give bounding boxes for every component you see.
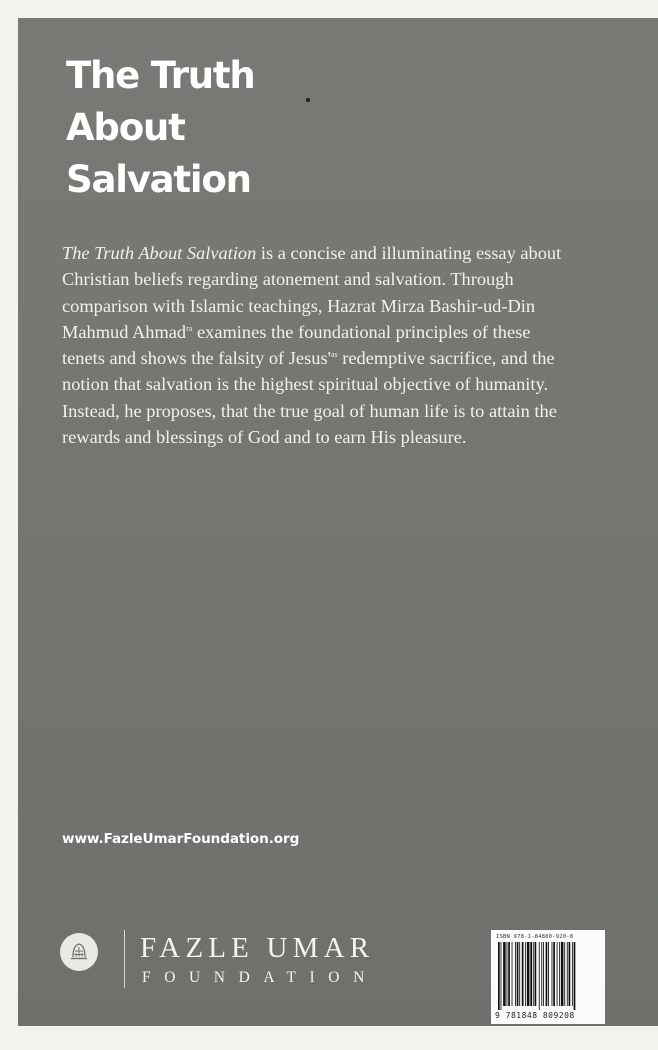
isbn-barcode: [491, 930, 605, 1024]
description-part-3: redemptive sacrifice, and the notion that salvation is the highest spiritual objective of humanity. Instead, he proposes, that the true goal of human life is to attain the rewards and blessings of God and to earn His pleasure.: [62, 348, 557, 448]
book-title: [66, 50, 255, 206]
title-line-3: Salvation: [66, 158, 251, 201]
title-line-2: About: [66, 106, 185, 149]
honorific-as: as: [330, 350, 338, 360]
back-cover: [18, 18, 658, 1026]
publisher-divider: [124, 930, 125, 988]
publisher-name: FAZLE UMAR: [140, 932, 375, 964]
isbn-label: ISBN 978-1-84880-920-8: [496, 934, 574, 940]
print-speck: [306, 98, 310, 102]
honorific-ra: ra: [186, 323, 193, 333]
barcode-digits: 9 781848 809208: [495, 1011, 575, 1020]
description-book-title: The Truth About Salvation: [62, 243, 257, 263]
publisher-name-sub: FOUNDATION: [142, 969, 378, 986]
fazle-umar-emblem-icon: [60, 933, 98, 971]
website-url[interactable]: www.FazleUmarFoundation.org: [62, 831, 300, 847]
description-part-2: examines the foundational principles of these tenets and shows the falsity of Jesus': [62, 321, 531, 369]
title-line-1: The Truth: [66, 54, 255, 97]
barcode-bars: [498, 942, 598, 1010]
description-part-1: is a concise and illuminating essay about Christian beliefs regarding atonement and salvation. Through comparison with Islamic teachings, Hazrat Mirza Bashir-ud-Din Mahmud Ahmad: [62, 243, 562, 342]
book-description: [62, 240, 562, 450]
